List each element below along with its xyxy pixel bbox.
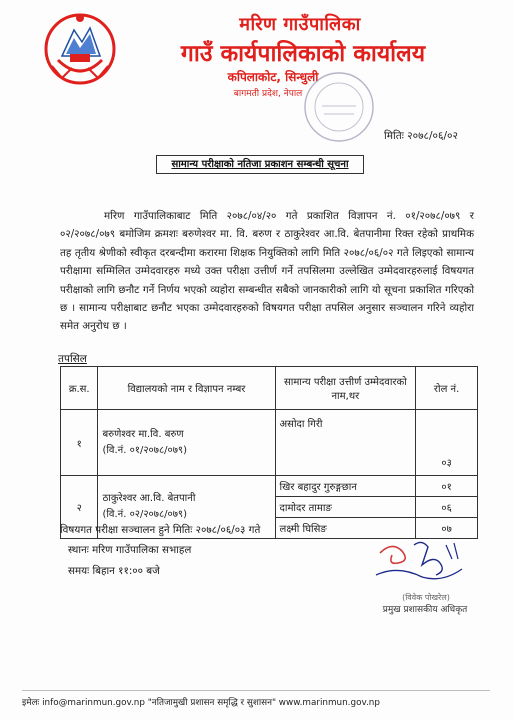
school-name: बरुणेश्वर मा.वि. बरुण [102, 428, 184, 440]
school-cell [98, 410, 275, 476]
footer-divider [22, 690, 490, 691]
signatory-name: (विवेक पोखरेल) [402, 593, 450, 602]
header-roll: रोल नं. [416, 367, 478, 410]
letterhead-office: गाउँ कार्यपालिकाको कार्यालय [180, 41, 426, 67]
signatory-title: प्रमुख प्रशासकीय अधिकृत [382, 605, 468, 615]
letterhead-province: बागमती प्रदेश, नेपाल [233, 89, 303, 99]
table-header-row [61, 367, 478, 410]
header-candidate: सामान्य परीक्षा उत्तीर्ण उम्मेदवारको नाम,थर [275, 367, 416, 410]
table-row [61, 476, 478, 497]
candidate-name: खिर बहादुर गुरुङ्गछान [275, 476, 416, 497]
candidate-name: दामोदर तामाङ [275, 497, 416, 518]
candidate-name: असोदा गिरी [275, 410, 416, 476]
roll-number: ०३ [416, 410, 478, 476]
roll-number: ०१ [416, 476, 478, 497]
results-table [60, 366, 478, 539]
footer-contact: इमेलः info@marinmun.gov.np "नतिजामुखी प्रशासन समृद्धि र सुशासन" www.marinmun.gov.np [22, 698, 380, 708]
header-school: विद्यालयको नाम र विज्ञापन नम्बर [98, 367, 275, 410]
exam-date: विषयगत परीक्षा सञ्चालन हुने मितिः २०७८/०६/०३ गते [60, 524, 261, 536]
serial-cell: १ [61, 410, 98, 476]
signature-icon [362, 535, 472, 587]
roll-number: ०७ [416, 518, 478, 539]
notice-subject: सामान्य परीक्षाको नतिजा प्रकाशन सम्बन्धी सूचना [156, 155, 364, 174]
notice-body: मरिण गाउँपालिकाबाट मिति २०७८/०४/२० गते प्रकाशित विज्ञापन नं. ०१/२०७८/०७९ र ०२/२०७८/०७९ बमोजिम क्रमशः बरुणेश्वर मा. वि. बरुण र ठाकुरेश्वर आ.वि. बेतपानीमा रिक्त रहेको प्राथमिक तह तृतीय श्रेणीको स्वीकृत दरबन्दीमा करारमा शिक्षक नियुक्तिको लागि मिति २०७८/०६/०२ गते लिइएको सामान्य परीक्षामा सम्मिलित उम्मेदवारहरु मध्ये उक्त परीक्षा उत्तीर्ण गर्ने तपसिलमा उल्लेखित उम्मेदवारहरुलाई विषयगत परीक्षाको लागि छनौट गर्ने निर्णय भएको व्यहोरा सम्बन्धीत सबैको जानकारीको लागि यो सूचना प्रकाशित गरिएको छ । सामान्य परीक्षाबाट छनौट भएका उम्मेदवारहरुको विषयगत परीक्षा तपसिल अनुसार सञ्चालन गरिने व्यहोरा समेत अनुरोध छ । [60, 210, 474, 333]
exam-time: समयः बिहान ११:०० बजे [68, 565, 160, 577]
serial-cell: २ [61, 476, 98, 539]
office-stamp-icon [300, 68, 378, 146]
letterhead-municipality: मरिण गाउँपालिका [239, 14, 361, 35]
header-serial: क्र.स. [61, 367, 98, 410]
exam-venue: स्थानः मरिण गाउँपालिका सभाहल [68, 544, 192, 556]
candidate-name: लक्ष्मी घिसिङ [275, 518, 416, 539]
notice-date: मितिः २०७८/०६/०२ [384, 130, 458, 142]
ad-number: (वि.नं. ०२/२०७८/०७९) [102, 509, 188, 520]
ad-number: (वि.नं. ०१/२०७८/०७९) [102, 444, 188, 456]
letterhead-address: कपिलाकोट, सिन्धुली [227, 70, 319, 84]
government-emblem-icon [44, 8, 116, 90]
school-name: ठाकुरेश्वर आ.वि. बेतपानी [102, 493, 196, 504]
table-row [61, 410, 478, 476]
roll-number: ०६ [416, 497, 478, 518]
schedule-heading: तपसिल [58, 353, 87, 365]
